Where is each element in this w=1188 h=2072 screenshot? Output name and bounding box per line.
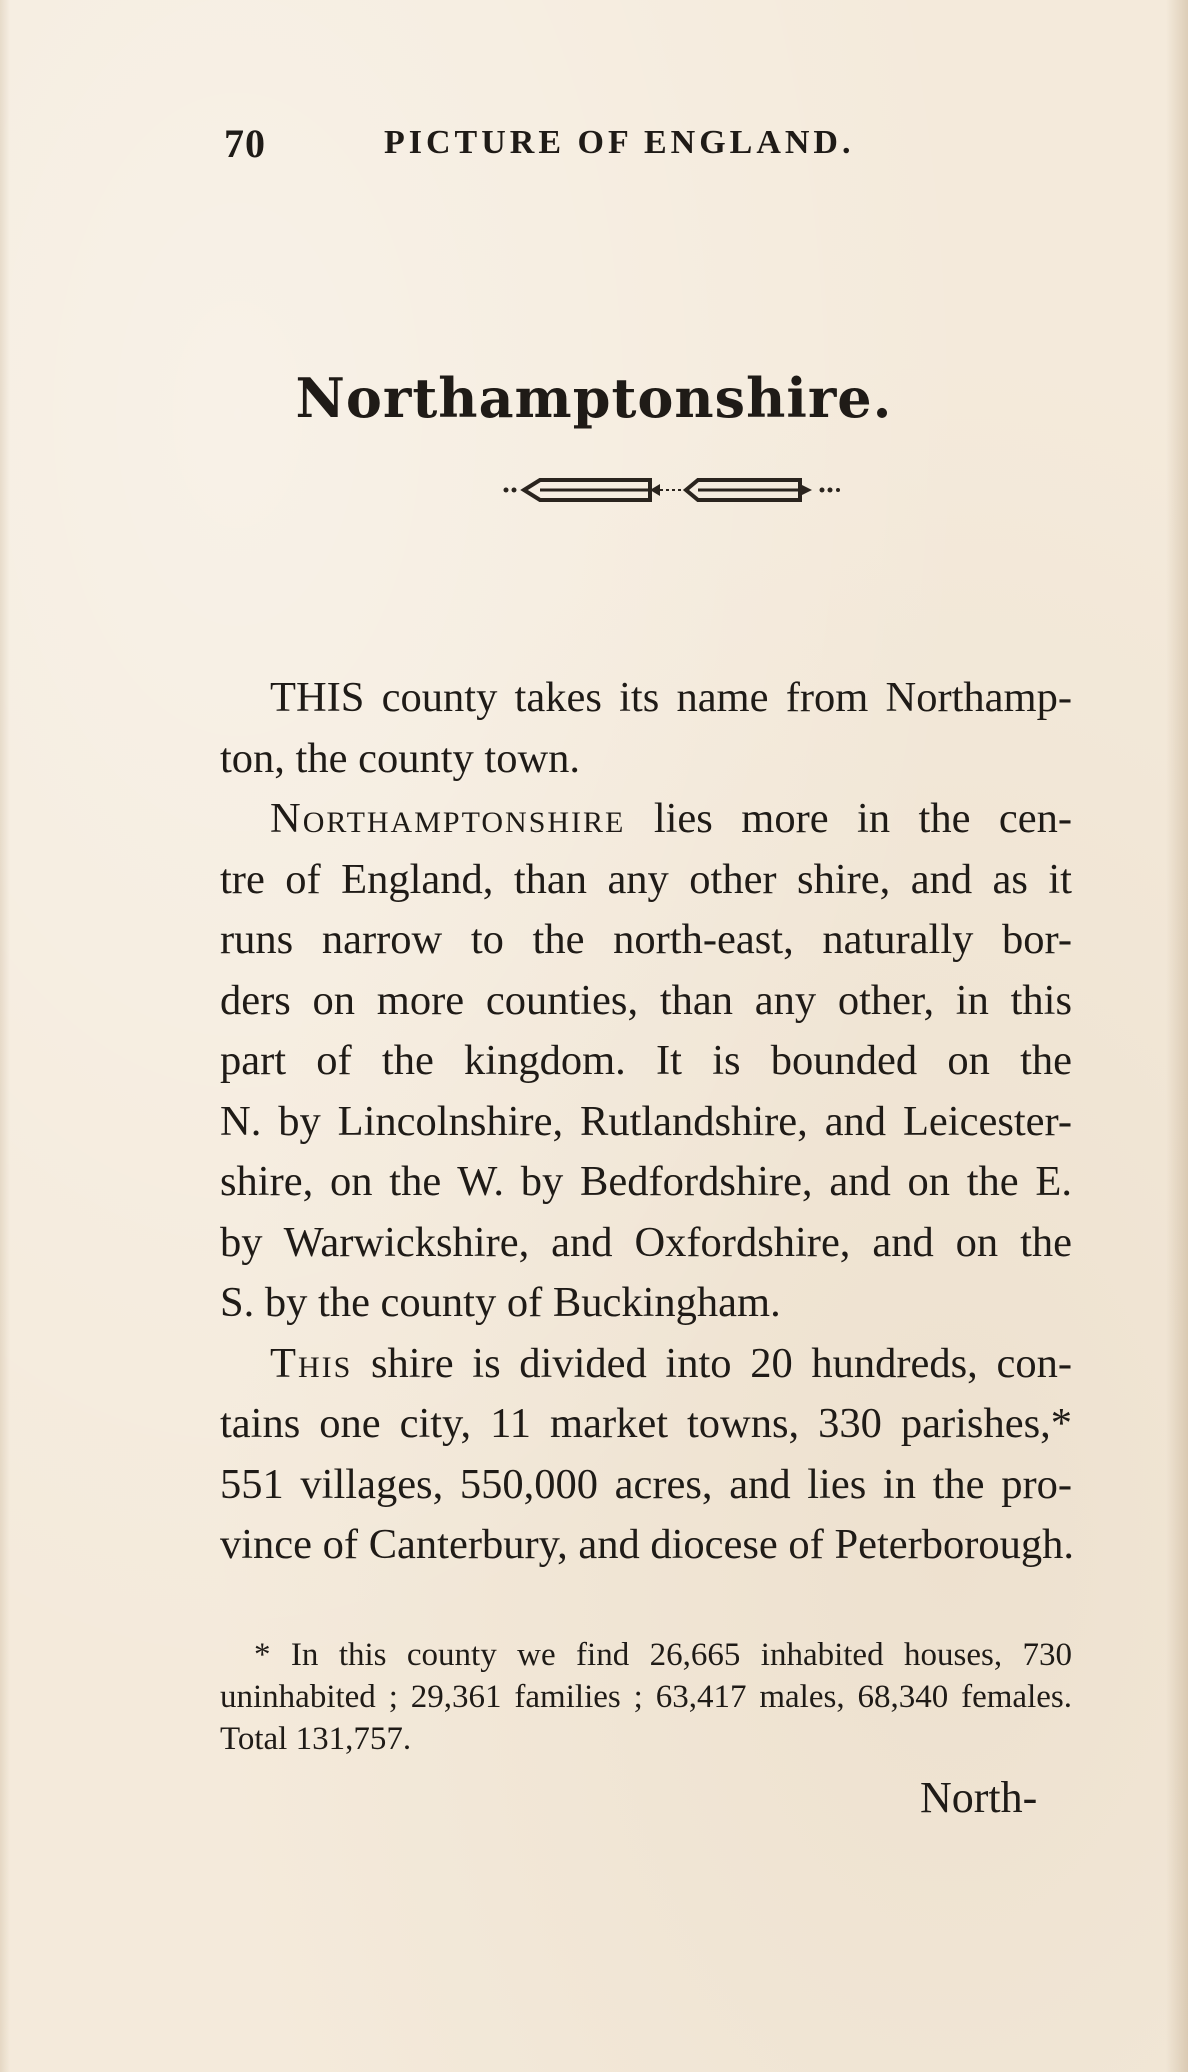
text-line: tains one city, 11 market towns, 330 parishes,* [220, 1400, 1072, 1447]
text-line: ders on more counties, than any other, in this [220, 976, 1072, 1024]
footnote-line: Total 131,757. [220, 1721, 412, 1757]
text-line: by Warwickshire, and Oxfordshire, and on the [220, 1218, 1072, 1266]
paragraph-1 [220, 668, 1072, 789]
footnote [220, 1634, 1072, 1760]
page-number: 70 [224, 121, 266, 166]
county-title: Northamptonshire. [295, 366, 893, 430]
text-fragment: shire is divided into 20 hundreds, con- [370, 1339, 1072, 1387]
text-line [220, 789, 1072, 850]
paragraph-2 [220, 789, 1072, 1334]
page-left-edge-shadow [0, 0, 10, 2072]
text-line: vince of Canterbury, and diocese of Peterborough. [220, 1521, 1075, 1568]
footnote-line: * In this county we find 26,665 inhabited houses, 730 [254, 1637, 1072, 1673]
paragraph-lead-word: Northamptonshire [270, 795, 626, 842]
text-line: ton, the county town. [220, 734, 581, 782]
footnote-line: uninhabited ; 29,361 families ; 63,417 males, 68,340 females. [220, 1679, 1072, 1715]
paragraph-3 [220, 1334, 1075, 1576]
text-line: tre of England, than any other shire, and as it [220, 855, 1072, 903]
text-line: 551 villages, 550,000 acres, and lies in the pro- [220, 1460, 1072, 1508]
text-line [220, 1334, 1072, 1395]
text-line: runs narrow to the north-east, naturally bor- [220, 916, 1072, 963]
text-line: part of the kingdom. It is bounded on the [220, 1037, 1072, 1084]
text-line: THIS county takes its name from Northamp- [270, 674, 1072, 721]
text-line: N. by Lincolnshire, Rutlandshire, and Leicester- [220, 1097, 1072, 1145]
ornamental-rule-icon [500, 468, 1020, 508]
body-text [220, 668, 1075, 1576]
text-line: S. by the county of Buckingham. [220, 1279, 781, 1326]
text-fragment: lies more in the cen- [653, 795, 1073, 842]
text-line: shire, on the W. by Bedfordshire, and on the E. [220, 1158, 1072, 1205]
catchword: North- [920, 1773, 1038, 1822]
running-head [224, 120, 1064, 170]
paragraph-lead-word: This [270, 1339, 353, 1387]
page-right-edge-shadow [1166, 0, 1188, 2072]
running-title: PICTURE OF ENGLAND. [384, 124, 855, 161]
